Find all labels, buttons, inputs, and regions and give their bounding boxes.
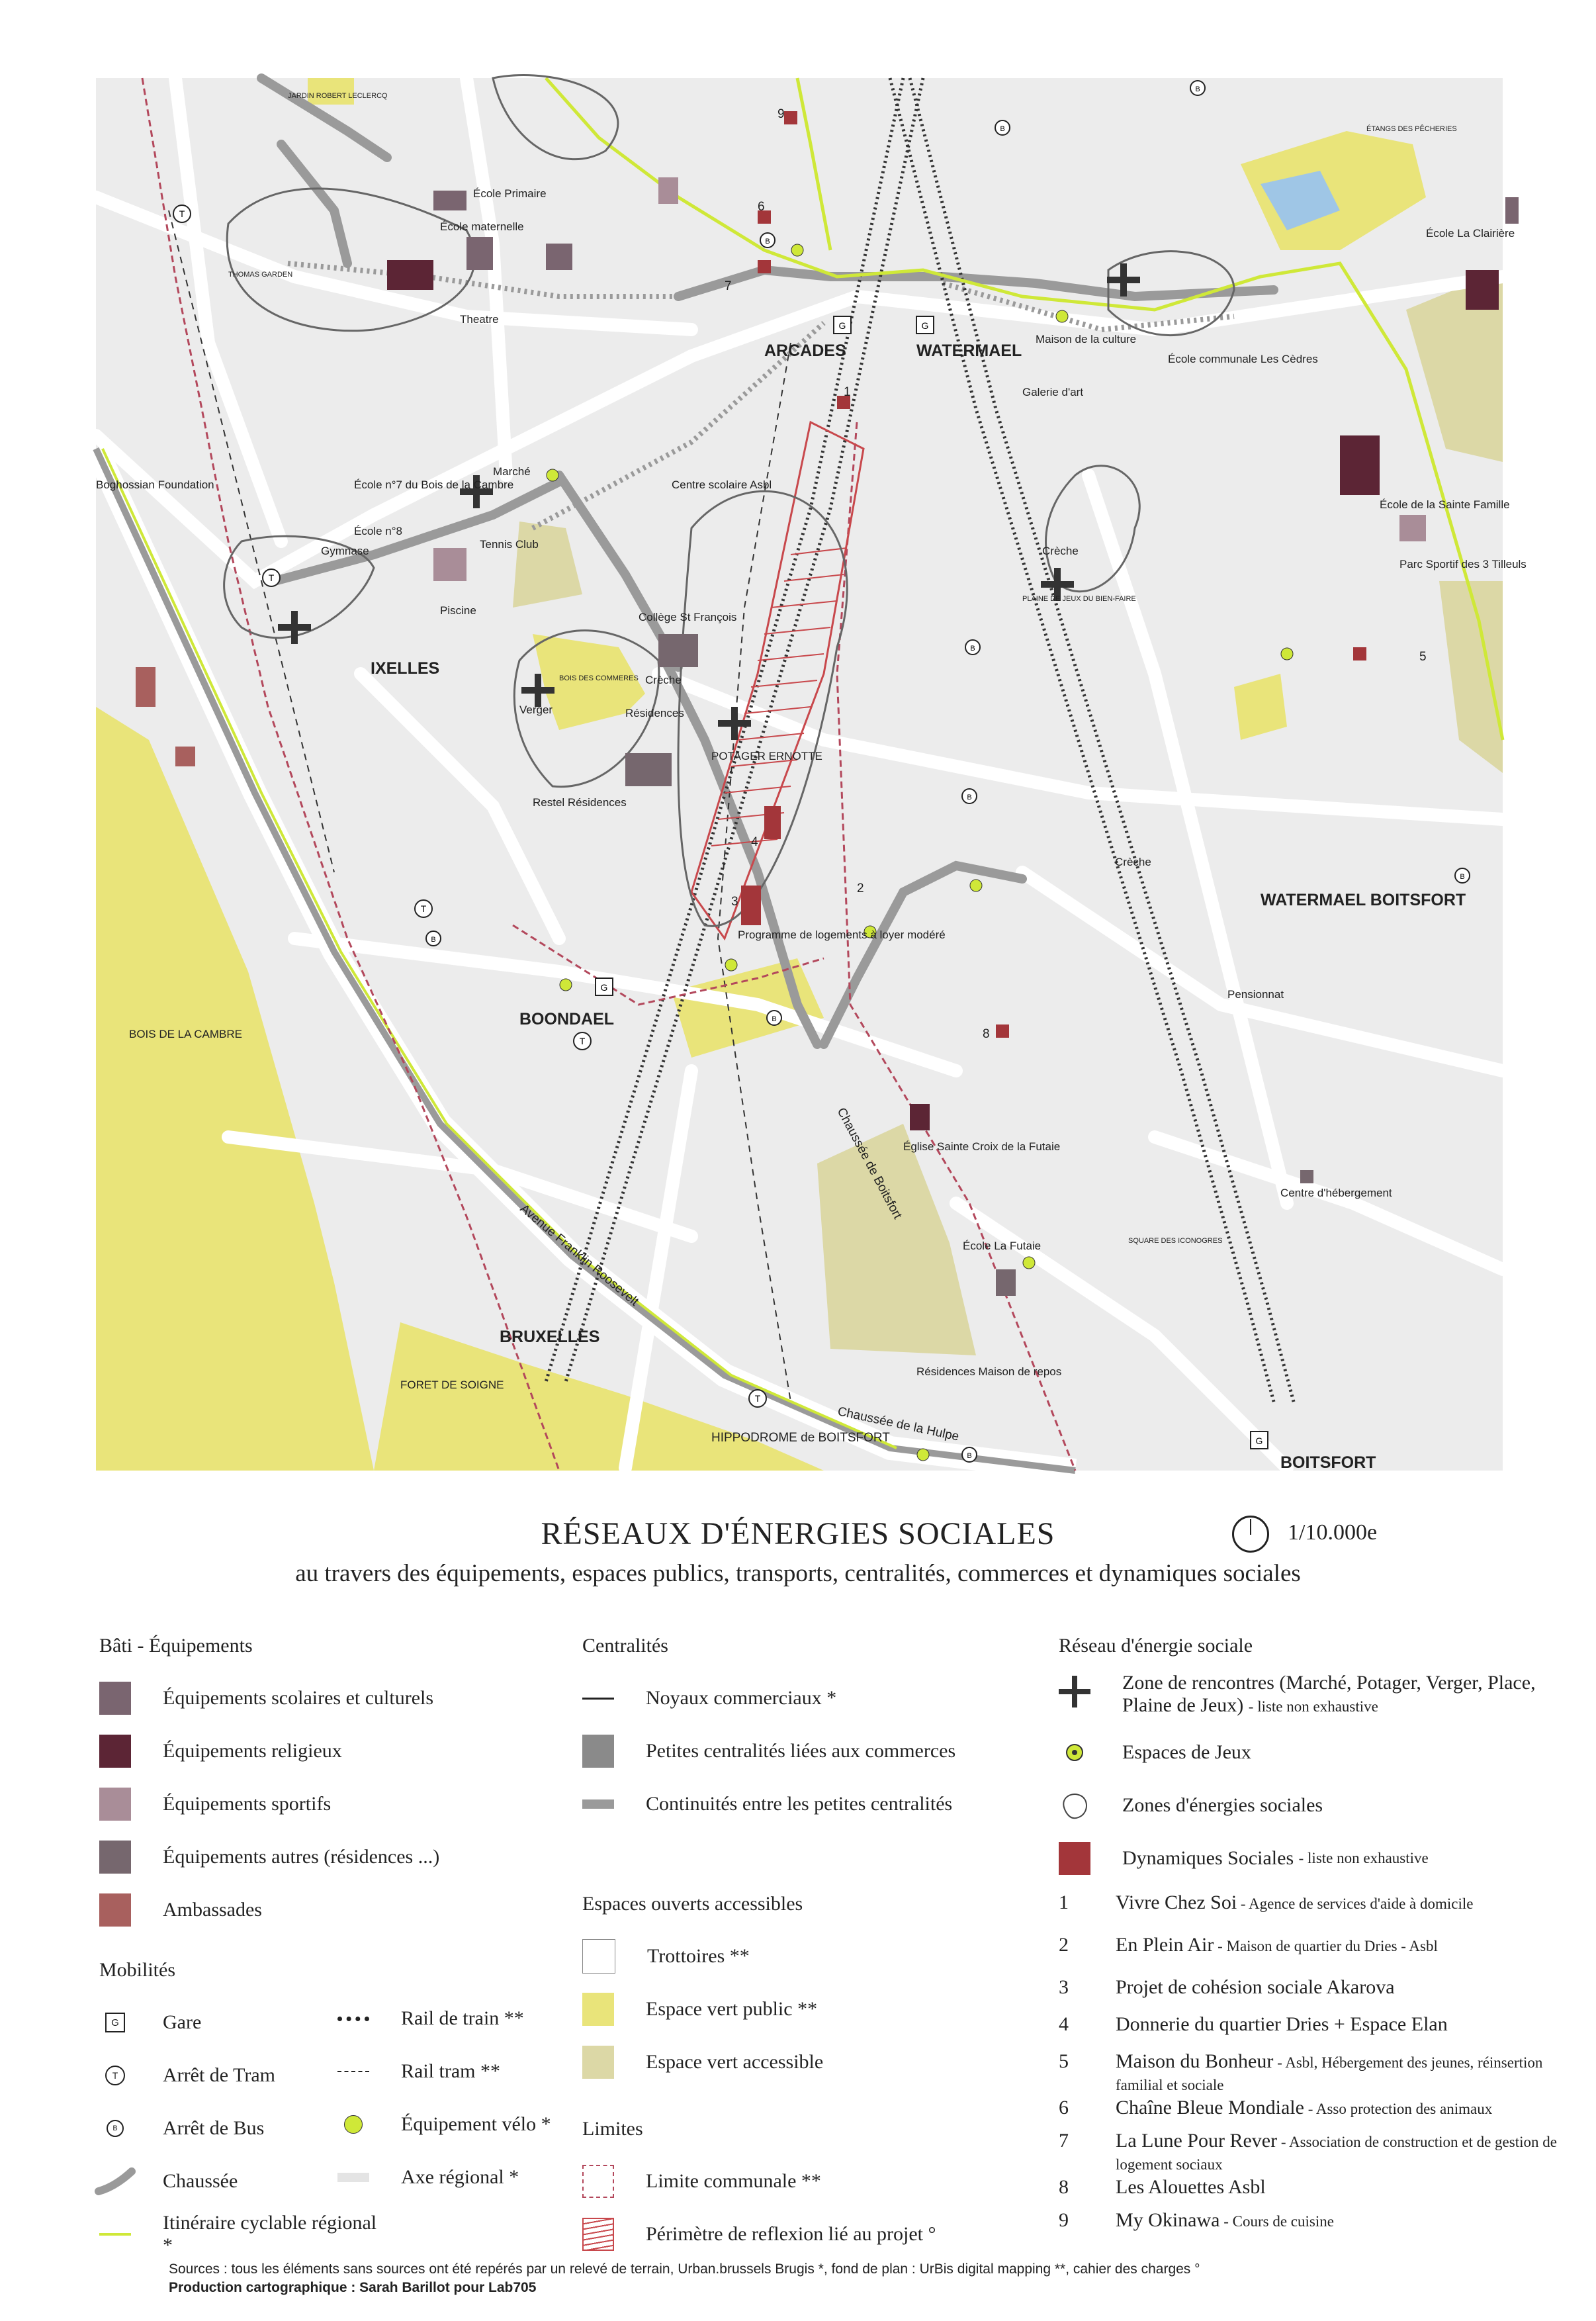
label-foret: FORET DE SOIGNE: [400, 1379, 504, 1391]
svg-text:B: B: [1000, 125, 1005, 133]
map-title: RÉSEAUX D'ÉNERGIES SOCIALES: [541, 1516, 1055, 1551]
label-tennis: Tennis Club: [480, 538, 539, 551]
svg-text:B: B: [967, 1452, 972, 1460]
label-ecole-8: École n°8: [354, 525, 402, 537]
sidewalk-swatch: [582, 1939, 615, 1974]
legend-limites-heading: Limites: [582, 2118, 643, 2140]
label-centre-hebergement: Centre d'hébergement: [1280, 1187, 1392, 1199]
list-item: 3 Projet de cohésion sociale Akarova: [1059, 1976, 1395, 1998]
list-item: 7 La Lune Pour Rever - Association de construction et de gestion de logement sociaux: [1059, 2130, 1557, 2173]
label-programme: Programme de logements à loyer modéré: [738, 929, 946, 941]
bus-stop: [962, 789, 977, 803]
bus-icon: B: [107, 2120, 124, 2137]
label-boondael: BOONDAEL: [519, 1010, 615, 1028]
label-etangs: ÉTANGS DES PÊCHERIES: [1366, 125, 1457, 133]
green-spaces: [96, 78, 1503, 1471]
label-centre-scolaire: Centre scolaire Asbl: [672, 478, 772, 491]
green-watermael-east: [1234, 674, 1287, 740]
svg-text:B: B: [1460, 873, 1465, 881]
legend-item: Équipements scolaires et culturels: [99, 1672, 576, 1725]
label-boitsfort: BOITSFORT: [1280, 1453, 1376, 1472]
tram-stop: [173, 205, 191, 222]
label-thomas-garden: THOMAS GARDEN: [228, 271, 293, 279]
accessible-green-swatch: [582, 2046, 614, 2079]
gare-arcades: [834, 316, 851, 334]
num-7: 7: [725, 279, 732, 293]
svg-text:G: G: [921, 320, 929, 331]
legend-item: Équipements religieux: [99, 1725, 576, 1778]
legend-item: Ambassades: [99, 1884, 576, 1936]
bus-stop: [1455, 868, 1470, 883]
legend-item: T Arrêt de Tram: [99, 2049, 390, 2102]
svg-text:B: B: [970, 645, 975, 653]
legend-limites: [582, 2118, 993, 2261]
bus-stop: [760, 233, 775, 248]
playground-icon: [1066, 1744, 1083, 1761]
accessible-green-south: [817, 1124, 976, 1355]
svg-text:G: G: [1255, 1435, 1263, 1446]
num-9: 9: [777, 107, 785, 121]
svg-text:T: T: [268, 572, 275, 583]
label-eglise: Église Sainte Croix de la Futaie: [903, 1140, 1061, 1153]
label-residences: Résidences: [625, 707, 684, 719]
legend-espaces-heading: Espaces ouverts accessibles: [582, 1893, 803, 1915]
tennis-club: [513, 522, 582, 608]
tram-stop: [749, 1390, 766, 1407]
label-jardin: JARDIN ROBERT LECLERCQ: [288, 92, 388, 100]
small-centrality-icon: [582, 1735, 614, 1768]
legend-item: Rail tram **: [337, 2045, 602, 2098]
tram-stop: [263, 569, 280, 586]
list-item: 9 My Okinawa - Cours de cuisine: [1059, 2209, 1334, 2231]
label-creche-3: Crèche: [1115, 856, 1151, 868]
svg-text:G: G: [600, 982, 608, 993]
num-5: 5: [1419, 650, 1427, 664]
gare-watermael: [916, 316, 934, 334]
legend-item: Équipements autres (résidences ...): [99, 1831, 576, 1884]
label-college: Collège St François: [639, 611, 737, 623]
bus-stop: [995, 120, 1010, 135]
list-item: 6 Chaîne Bleue Mondiale - Asso protection des animaux: [1059, 2097, 1493, 2118]
tram-rail-icon: [337, 2071, 369, 2072]
label-avenue-roosevelt: Avenue Franklin Roosevelt: [517, 1201, 641, 1309]
energy-zone-icon: [1059, 1791, 1090, 1820]
bus-stop: [965, 640, 980, 655]
map: [96, 78, 1527, 1472]
legend-item: Itinéraire cyclable régional *: [99, 2208, 390, 2261]
commercial-core-icon: [582, 1698, 614, 1700]
label-theatre: Theatre: [460, 313, 499, 326]
label-creche-1: Crèche: [1042, 545, 1079, 557]
social-dynamics-swatch: [1059, 1842, 1090, 1875]
bus-stop: [767, 1011, 781, 1025]
swatch-sport: [99, 1788, 131, 1821]
svg-text:B: B: [967, 794, 972, 801]
svg-text:B: B: [1195, 85, 1200, 93]
legend-item: G Gare: [99, 1996, 390, 2049]
num-2: 2: [857, 882, 864, 895]
swatch-embassy: [99, 1893, 131, 1927]
list-item: 1 Vivre Chez Soi - Agence de services d'aide à domicile: [1059, 1891, 1474, 1913]
label-piscine: Piscine: [440, 604, 476, 617]
gare-boondael: [596, 978, 613, 995]
label-creche-2: Crèche: [645, 674, 682, 686]
scale: [1232, 1516, 1377, 1553]
green-jardin: [308, 78, 354, 105]
legend-espaces: [582, 1893, 993, 2089]
list-item: 2 En Plein Air - Maison de quartier du Dries - Asbl: [1059, 1934, 1438, 1956]
label-ecole-futaie: École La Futaie: [963, 1240, 1042, 1252]
north-arrow-icon: [1232, 1516, 1269, 1553]
tram-stop: [574, 1032, 591, 1050]
train-rail-icon: [337, 2017, 369, 2021]
legend-item: Limite communale **: [582, 2155, 993, 2208]
label-bois-cambre: BOIS DE LA CAMBRE: [129, 1028, 242, 1040]
num-6: 6: [758, 200, 765, 214]
svg-text:T: T: [420, 903, 427, 914]
legend-item: Dynamiques Sociales - liste non exhaustive: [1059, 1832, 1588, 1885]
legend-item: Chaussée: [99, 2155, 390, 2208]
legend-mobilites-heading: Mobilités: [99, 1959, 176, 1981]
label-chaussee-boitsfort: Chaussée de Boitsfort: [834, 1105, 905, 1222]
num-8: 8: [983, 1027, 990, 1041]
legend-item: Zone de rencontres (Marché, Potager, Verger, Place, Plaine de Jeux) - liste non exhaustive: [1059, 1672, 1588, 1717]
label-parc-sportif: Parc Sportif des 3 Tilleuls: [1399, 558, 1527, 570]
legend-centralites-heading: Centralités: [582, 1635, 668, 1657]
label-galerie: Galerie d'art: [1022, 386, 1084, 398]
footer-sources: Sources : tous les éléments sans sources ont été repérés par un relevé de terrain, Urban.brussels Brugis *, fond de plan : UrBis digital mapping **, cahier des charges °: [169, 2261, 1200, 2277]
svg-text:B: B: [431, 936, 436, 944]
gare-icon: G: [105, 2013, 125, 2032]
label-ecole-sainte-famille: École de la Sainte Famille: [1380, 498, 1510, 511]
label-plaine-jeux: PLAINE DE JEUX DU BIEN-FAIRE: [1022, 595, 1136, 603]
legend-reseau-heading: Réseau d'énergie sociale: [1059, 1635, 1253, 1657]
legend-item: B Arrêt de Bus: [99, 2102, 390, 2155]
label-ecole-primaire: École Primaire: [473, 187, 547, 200]
legend-item: Équipement vélo *: [337, 2098, 602, 2151]
swatch-school: [99, 1682, 131, 1715]
label-bois-commeres: BOIS DES COMMERES: [559, 674, 639, 682]
list-item: 4 Donnerie du quartier Dries + Espace Elan: [1059, 2013, 1448, 2035]
chaussee-icon: [95, 2168, 135, 2195]
label-watermael-boitsfort: WATERMAEL BOITSFORT: [1261, 891, 1466, 909]
map-subtitle: au travers des équipements, espaces publics, transports, centralités, commerces et dynamiques sociales: [295, 1560, 1301, 1587]
legend-item: Zones d'énergies sociales: [1059, 1779, 1588, 1832]
legend-item: Équipements sportifs: [99, 1778, 576, 1831]
label-ecole-7: École n°7 du Bois de la Cambre: [354, 478, 514, 491]
commune-limit-swatch: [582, 2165, 614, 2198]
label-marche: Marché: [493, 465, 531, 478]
map-canvas: [96, 78, 1527, 1472]
public-green-swatch: [582, 1993, 614, 2026]
list-item: 8 Les Alouettes Asbl: [1059, 2176, 1266, 2198]
legend-item: Petites centralités liées aux commerces: [582, 1725, 1045, 1778]
label-ixelles: IXELLES: [371, 659, 440, 678]
tram-icon: T: [105, 2066, 125, 2085]
accessible-green-east-2: [1439, 581, 1503, 773]
regional-axis-icon: [337, 2173, 369, 2182]
label-chaussee-hulpe: Chaussée de la Hulpe: [836, 1404, 961, 1444]
label-watermael: WATERMAEL: [916, 341, 1022, 360]
cycle-route-icon: [99, 2233, 131, 2236]
svg-text:T: T: [754, 1393, 761, 1404]
footer: [169, 2260, 1200, 2297]
legend-item: Noyaux commerciaux *: [582, 1672, 1045, 1725]
legend-centralites: [582, 1635, 1045, 1831]
legend-item: Axe régional *: [337, 2151, 602, 2204]
svg-text:G: G: [838, 320, 846, 331]
num-4: 4: [751, 835, 758, 849]
label-hippodrome: HIPPODROME de BOITSFORT: [711, 1431, 890, 1445]
swatch-religious: [99, 1735, 131, 1768]
gare-boitsfort: [1251, 1432, 1268, 1449]
num-3: 3: [731, 895, 738, 909]
legend-item: Espaces de Jeux: [1059, 1726, 1588, 1779]
scale-text: 1/10.000e: [1288, 1520, 1378, 1545]
label-ecole-clairiere: École La Clairière: [1426, 227, 1515, 240]
legend-item: Trottoires **: [582, 1930, 993, 1983]
label-square: SQUARE DES ICONOGRES: [1128, 1237, 1223, 1245]
label-ecole-cedres: École communale Les Cèdres: [1168, 353, 1318, 365]
num-1: 1: [844, 385, 851, 399]
bois-de-la-cambre: [96, 707, 374, 1471]
label-verger: Verger: [519, 704, 553, 716]
meeting-zone-icon: [1059, 1676, 1090, 1707]
svg-text:T: T: [579, 1036, 586, 1046]
label-pensionnat: Pensionnat: [1227, 988, 1284, 1001]
label-ecole-maternelle: École maternelle: [440, 220, 524, 233]
tram-stop: [415, 900, 432, 917]
svg-text:T: T: [179, 208, 185, 219]
bike-equipment-icon: [344, 2115, 363, 2134]
legend-item: Espace vert accessible: [582, 2036, 993, 2089]
footer-production: Production cartographique : Sarah Barillot pour Lab705: [169, 2280, 537, 2295]
legend-reseau: [1059, 1635, 1588, 2242]
svg-text:B: B: [772, 1015, 777, 1023]
label-restel: Restel Résidences: [533, 796, 627, 809]
svg-text:B: B: [765, 238, 770, 246]
legend-item: Continuités entre les petites centralités: [582, 1778, 1045, 1831]
legend-bati: [99, 1635, 576, 1936]
legend-item: Espace vert public **: [582, 1983, 993, 2036]
swatch-other: [99, 1841, 131, 1874]
label-arcades: ARCADES: [764, 341, 846, 360]
bus-stop: [426, 931, 441, 946]
label-potager: POTAGER ERNOTTE: [711, 750, 822, 762]
bus-stop: [962, 1447, 977, 1462]
continuity-icon: [582, 1799, 614, 1809]
legend-item: Rail de train **: [337, 1992, 602, 2045]
legend-bati-heading: Bâti - Équipements: [99, 1635, 253, 1657]
label-boghossian: Boghossian Foundation: [96, 478, 214, 491]
legend-item: Périmètre de reflexion lié au projet °: [582, 2208, 993, 2261]
label-residences-maison: Résidences Maison de repos: [916, 1365, 1062, 1378]
label-gymnase: Gymnase: [321, 545, 369, 557]
perimeter-swatch: [582, 2218, 614, 2251]
bus-stop: [1190, 81, 1205, 95]
dynamics-list: [1059, 1891, 1588, 2242]
label-maison-culture: Maison de la culture: [1036, 333, 1137, 345]
legend-mobilites-right: [337, 1992, 602, 2204]
label-bruxelles: BRUXELLES: [500, 1328, 600, 1346]
list-item: 5 Maison du Bonheur - Asbl, Hébergement des jeunes, réinsertion familial et sociale: [1059, 2050, 1543, 2093]
